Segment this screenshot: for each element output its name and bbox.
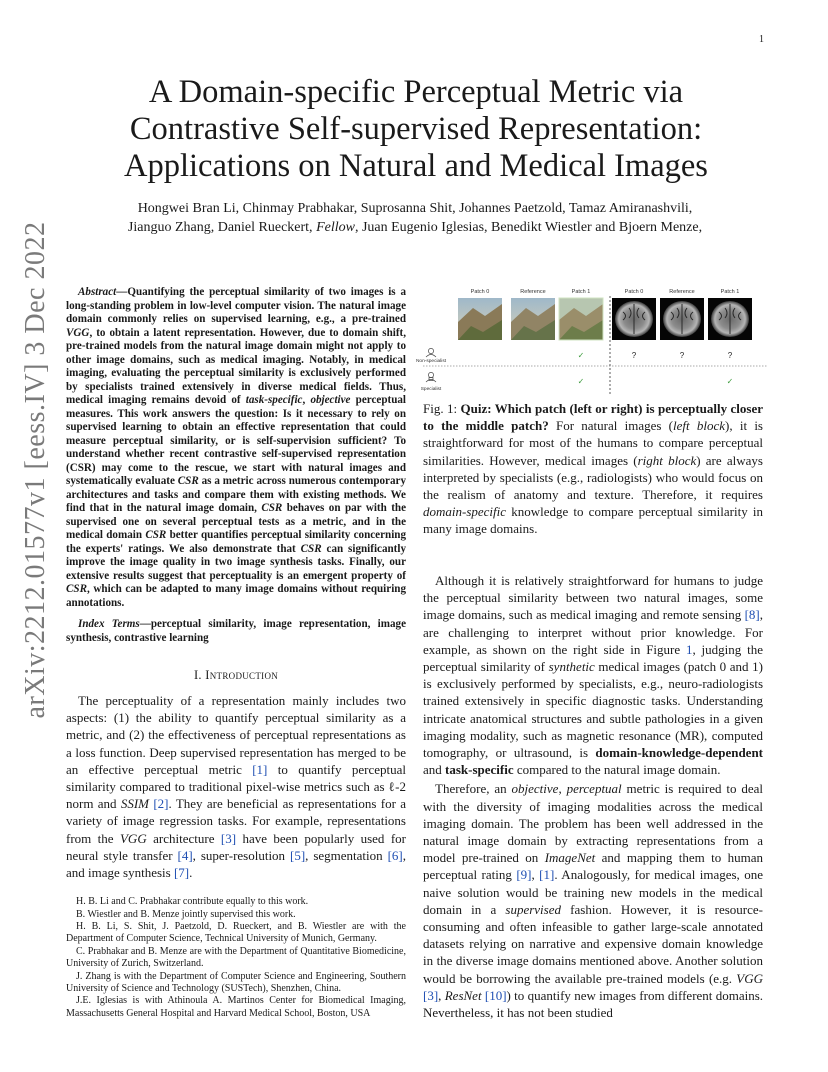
natural-patch-0 <box>458 298 502 340</box>
citation-link[interactable]: [7] <box>173 865 190 881</box>
person-icon <box>426 348 436 357</box>
reference-patch-natural <box>511 298 555 340</box>
col-label: Patch 1 <box>571 289 591 295</box>
col-label: Reference <box>669 289 695 295</box>
footnote: B. Wiestler and B. Menze jointly supervised this work. <box>76 908 296 920</box>
citation-link[interactable]: [5] <box>289 847 306 863</box>
citation-link[interactable]: [8] <box>744 607 760 623</box>
citation-link[interactable]: [6] <box>387 847 403 863</box>
citation-link[interactable]: [3] <box>423 987 439 1003</box>
col-label: Patch 1 <box>720 289 740 295</box>
question-mark: ? <box>679 351 685 360</box>
medical-patch-0 <box>612 298 656 340</box>
intro-paragraph: The perceptuality of a representation mainly includes two aspects: (1) the ability to quantify perceptual similarity as a metric, and (2) the effectiveness of perceptual representations as a loss function. Deep supervised representation has merged to be an effective perceptual metric [1] to quantify perceptual similarity compared to traditional pixel-wise metrics such as ℓ-2 norm and SSIM [2]. They are beneficial as representations for a variety of image regression tasks. For example, representations from the VGG architecture [3] have been popularly used for neural style transfer [4], super-resolution [5], segmentation [6], and image synthesis [7]. <box>66 693 407 881</box>
specialist-icon <box>426 372 436 382</box>
check-mark: ✓ <box>726 377 734 386</box>
title-line: A Domain-specific Perceptual Metric via <box>148 74 684 110</box>
question-mark: ? <box>727 351 733 360</box>
footnotes <box>66 896 406 1020</box>
footnote: H. B. Li and C. Prabhakar contribute equally to this work. <box>76 896 309 908</box>
footnote: J.E. Iglesias is with Athinoula A. Martinos Center for Biomedical Imaging, Massachusetts General Hospital and Harvard Medical School, Boston, USA <box>66 995 406 1019</box>
arxiv-stamp: arXiv:2212.01577v1 [eess.IV] 3 Dec 2022 <box>20 221 51 719</box>
left-column <box>66 286 406 1020</box>
figure-caption: Fig. 1: Quiz: Which patch (left or right) is perceptually closer to the middle patch? For natural images (left block), it is straightforward for most of the humans to compare perceptual similarities. However, medical images (right block) are always interpreted by specialists (e.g., radiologists) who would focus on the realism of anatomy and texture. Therefore, it requires domain-specific knowledge to compare perceptual similarity in many image domains. <box>423 401 763 537</box>
citation-link[interactable]: [9] <box>516 867 532 883</box>
citation-link[interactable]: [3] <box>220 830 237 846</box>
question-mark: ? <box>631 351 637 360</box>
citation-link[interactable]: [10] <box>484 987 507 1003</box>
author-list <box>70 199 760 237</box>
authors-line: Hongwei Bran Li, Chinmay Prabhakar, Suprosanna Shit, Johannes Paetzold, Tamaz Amiranashvili, <box>137 201 693 216</box>
section-heading: I. Introduction <box>193 668 279 682</box>
body-paragraph: Although it is relatively straightforward for humans to judge the perceptual similarity between two natural images, some image domains, such as medical imaging and remote sensing [8], are challenging to interpret without prior knowledge. For example, as shown on the right side in Figure 1, judging the perceptual similarity of synthetic medical images (patch 0 and 1) is exclusively performed by specialists, e.g., neuro-radiologists trained extensively in specific diagnostic tasks. Understanding intricate anatomical structures and subtle pathologies in a given imaging modality, such as magnetic resonance (MR), computed tomography, or ultrasound, is domain-knowledge-dependent and task-specific compared to the natural image domain. <box>423 573 763 778</box>
title-line: Applications on Natural and Medical Images <box>124 148 708 184</box>
footnote: C. Prabhakar and B. Menze are with the Department of Quantitative Biomedicine, University of Zurich, Switzerland. <box>66 945 406 970</box>
paper-title <box>80 74 752 185</box>
citation-link[interactable]: [1] <box>539 867 555 883</box>
abstract: Abstract—Quantifying the perceptual similarity of two images is a long-standing problem in low-level computer vision. The natural image domain commonly relies on supervised learning, e.g., a pre-trained VGG, to obtain a latent representation. However, due to domain shift, pre-trained models from the natural image domain might not apply to other image domains, such as medical imaging. Notably, in medical imaging, evaluating the perceptual similarity is exclusively performed by specialists trained extensively in diverse medical fields. Thus, medical imaging remains devoid of task-specific, objective perceptual measures. This work answers the question: Is it necessary to rely on supervised learning to obtain an effective representation that could measure perceptual similarity, or is self-supervision sufficient? To understand whether recent contrastive self-supervised representation (CSR) may come to the rescue, we start with natural images and systematically evaluate CSR as a metric across numerous contemporary architectures and tasks and compare them with existing methods. We find that in the natural image domain, CSR behaves on par with the supervised one on several perceptual tests as a metric, and in the medical domain CSR better quantifies perceptual similarity concerning the experts' ratings. We also demonstrate that CSR can significantly improve the image quality in two image synthesis tasks. Finally, our extensive results suggest that perceptuality is an emergent property of CSR, which can be adapted to many image domains without requiring annotations. <box>66 286 407 609</box>
figure-1 <box>415 286 768 396</box>
title-line: Contrastive Self-supervised Representation: <box>129 111 703 147</box>
citation-link[interactable]: [4] <box>177 847 193 863</box>
row-label: Non-specialist <box>415 359 447 364</box>
check-mark: ✓ <box>577 351 585 360</box>
authors-line: Jianguo Zhang, Daniel Rueckert, Fellow, Juan Eugenio Iglesias, Benedikt Wiestler and Bjoern Menze, <box>127 220 703 235</box>
medical-patch-1 <box>708 298 752 340</box>
page-number: 1 <box>759 34 764 45</box>
footnote: H. B. Li, S. Shit, J. Paetzold, D. Rueckert, and B. Wiestler are with the Department of Computer Science, Technical University of Munich, Germany. <box>66 921 406 945</box>
check-mark: ✓ <box>577 377 585 386</box>
col-label: Patch 0 <box>470 289 490 295</box>
citation-link[interactable]: [2] <box>153 796 169 812</box>
index-terms: Index Terms—perceptual similarity, image representation, image synthesis, contrastive learning <box>66 618 406 644</box>
row-label: Specialist <box>420 387 442 392</box>
citation-link[interactable]: [1] <box>252 761 268 777</box>
col-label: Reference <box>520 289 546 295</box>
right-column-body <box>423 572 763 1021</box>
col-label: Patch 0 <box>624 289 644 295</box>
reference-patch-medical <box>660 298 704 340</box>
body-paragraph: Therefore, an objective, perceptual metric is required to deal with the diversity of imaging modalities across the medical imaging domain. The problem has been well addressed in the natural image domain by extracting representations from a model pre-trained on ImageNet and mapping them to human perceptual rating [9], [1]. Analogously, for medical images, one naive solution would be training new models in the medical domain in a supervised fashion. However, it is resource-consuming and often infeasible to gather large-scale annotated datasets relying on narrative and expensive domain knowledge in the diverse image domains mentioned above. Another solution would be borrowing the available pre-trained models (e.g. VGG [3], ResNet [10]) to quantify new images from different domains. Nevertheless, it has not been studied <box>423 781 764 1021</box>
footnote: J. Zhang is with the Department of Computer Science and Engineering, Southern University of Science and Technology (SUSTech), Shenzhen, China. <box>66 970 406 995</box>
figure-link[interactable]: 1 <box>685 641 693 657</box>
natural-patch-1 <box>559 298 603 340</box>
